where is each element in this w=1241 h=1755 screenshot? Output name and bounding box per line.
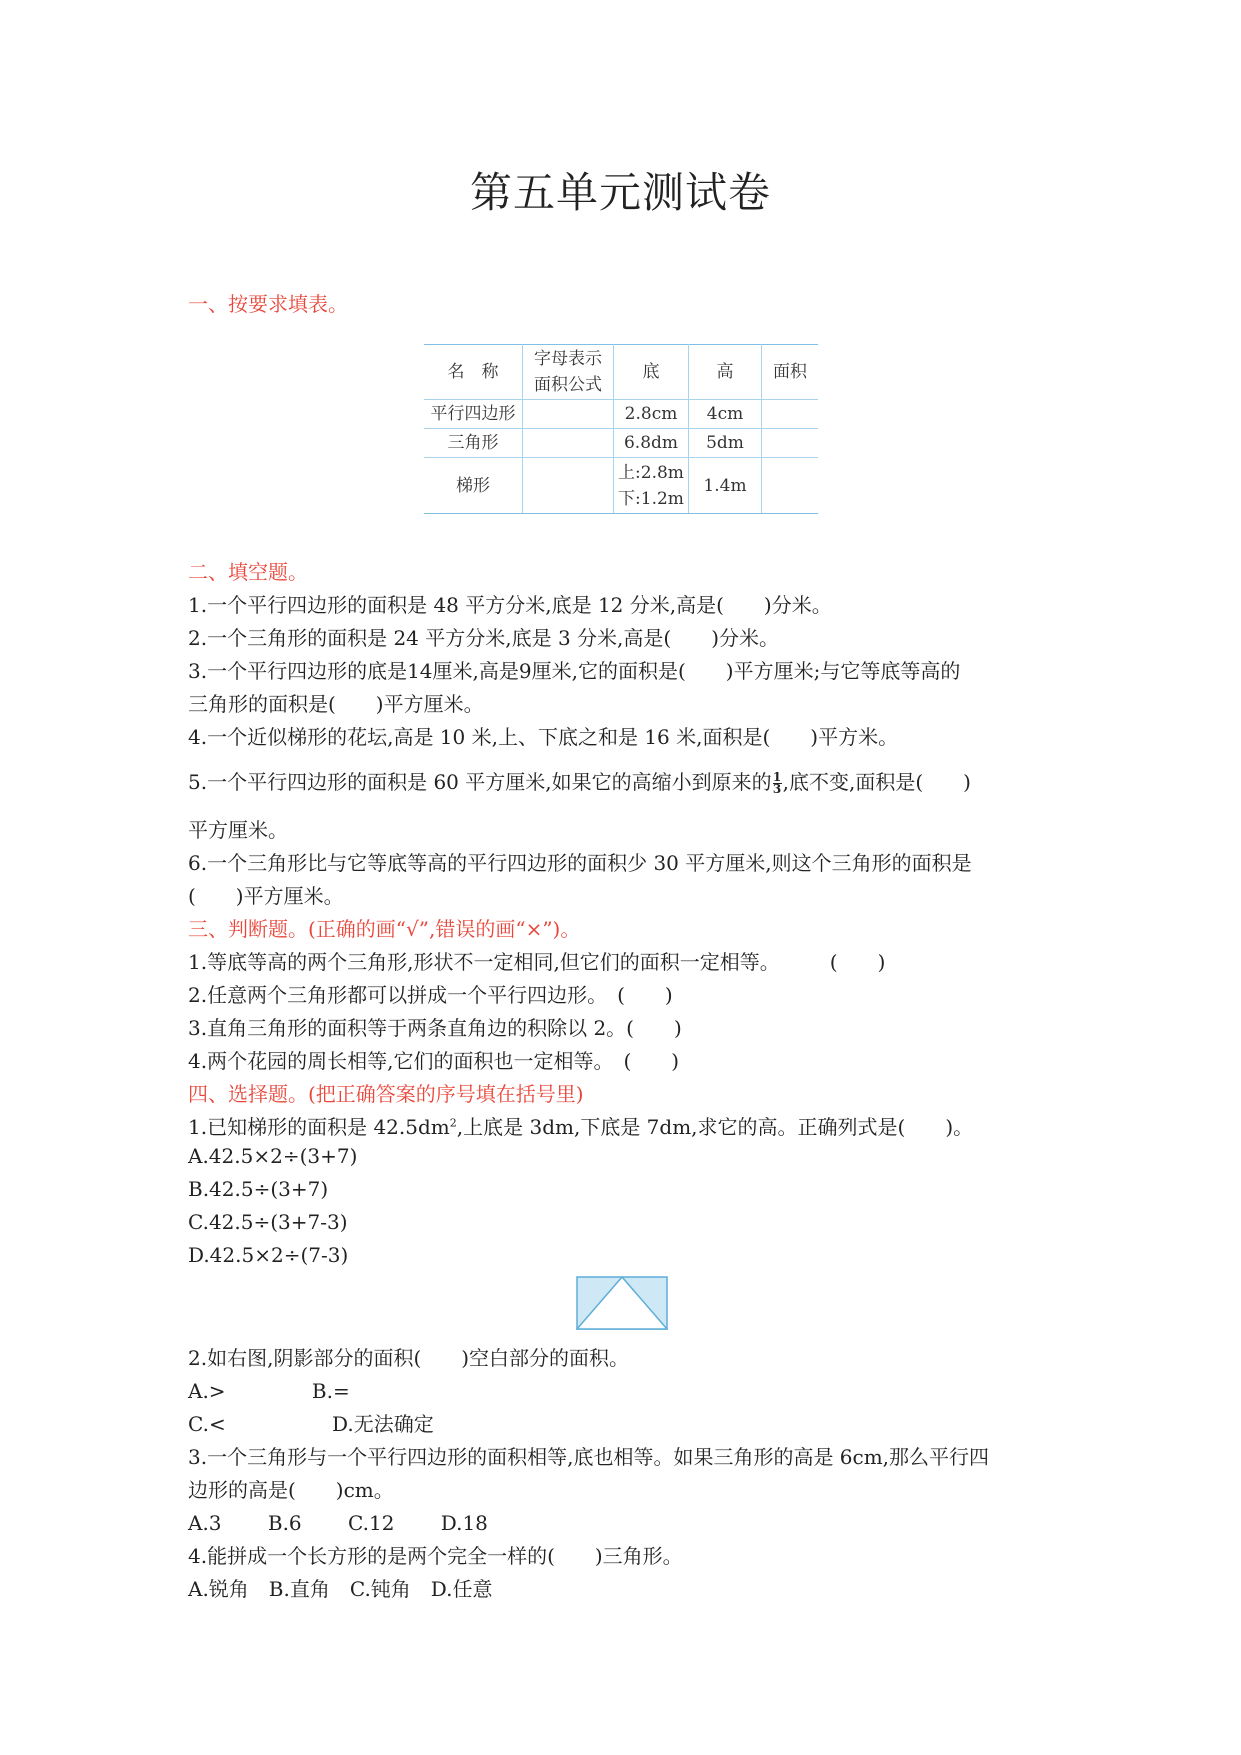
cell-formula[interactable] <box>523 429 614 458</box>
section-heading-judge: 三、判断题。(正确的画“√”,错误的画“×”)。 <box>188 917 581 941</box>
judge-q1: 1.等底等高的两个三角形,形状不一定相同,但它们的面积一定相等。 ( ) <box>188 950 886 974</box>
section-heading-table: 一、按要求填表。 <box>188 292 348 316</box>
choice-q2: 2.如右图,阴影部分的面积( )空白部分的面积。 <box>188 1346 630 1370</box>
choice-q3-line1: 3.一个三角形与一个平行四边形的面积相等,底也相等。如果三角形的高是 6cm,那么平行四 <box>188 1445 990 1469</box>
table-row <box>424 429 818 458</box>
fill-q5-text-end: ,底不变,面积是( ) <box>782 770 971 794</box>
section-heading-fill: 二、填空题。 <box>188 560 308 584</box>
fraction-denominator: 3 <box>772 782 782 796</box>
choice-q1-option-c: C.42.5÷(3+7-3) <box>188 1210 348 1234</box>
shaded-rectangle-figure <box>576 1276 668 1330</box>
superscript-two: 2 <box>449 1116 457 1130</box>
section-heading-choice: 四、选择题。(把正确答案的序号填在括号里) <box>188 1082 584 1106</box>
fill-q4: 4.一个近似梯形的花坛,高是 10 米,上、下底之和是 16 米,面积是( )平方米。 <box>188 725 899 749</box>
choice-q4: 4.能拼成一个长方形的是两个完全一样的( )三角形。 <box>188 1544 683 1568</box>
header-formula-line2: 面积公式 <box>534 375 602 395</box>
cell-area[interactable] <box>762 429 819 458</box>
cell-height: 5dm <box>689 429 762 458</box>
header-formula <box>523 345 614 400</box>
fill-q5-line2: 平方厘米。 <box>188 818 288 842</box>
choice-q4-options: A.锐角 B.直角 C.钝角 D.任意 <box>188 1577 493 1601</box>
cell-formula[interactable] <box>523 458 614 514</box>
cell-base-bottom: 下:1.2m <box>618 488 684 509</box>
choice-q1 <box>188 1111 973 1140</box>
judge-q3: 3.直角三角形的面积等于两条直角边的积除以 2。( ) <box>188 1016 682 1040</box>
fill-q5-text: 5.一个平行四边形的面积是 60 平方厘米,如果它的高缩小到原来的 <box>188 770 772 794</box>
cell-base <box>614 458 689 514</box>
choice-q2-options-row1: A.> B.= <box>188 1379 350 1403</box>
fill-q6-line2: ( )平方厘米。 <box>188 884 344 908</box>
choice-q1-option-a: A.42.5×2÷(3+7) <box>188 1144 358 1168</box>
fill-q1: 1.一个平行四边形的面积是 48 平方分米,底是 12 分米,高是( )分米。 <box>188 593 832 617</box>
header-base: 底 <box>614 345 689 400</box>
choice-q3-line2: 边形的高是( )cm。 <box>188 1478 394 1502</box>
choice-q1-option-b: B.42.5÷(3+7) <box>188 1177 329 1201</box>
choice-q3-options: A.3 B.6 C.12 D.18 <box>188 1511 488 1535</box>
fill-q6-line1: 6.一个三角形比与它等底等高的平行四边形的面积少 30 平方厘米,则这个三角形的面积是 <box>188 851 972 875</box>
cell-formula[interactable] <box>523 400 614 429</box>
table-row <box>424 458 818 514</box>
choice-q1-text: 1.已知梯形的面积是 42.5dm <box>188 1115 450 1139</box>
cell-base-top: 上:2.8m <box>618 462 684 483</box>
header-area: 面积 <box>762 345 819 400</box>
fraction-numerator: 1 <box>772 770 782 784</box>
page-title: 第五单元测试卷 <box>469 168 771 217</box>
cell-height: 4cm <box>689 400 762 429</box>
cell-area[interactable] <box>762 400 819 429</box>
cell-base: 6.8dm <box>614 429 689 458</box>
header-formula-line1: 字母表示 <box>534 349 602 369</box>
fill-q3-line1: 3.一个平行四边形的底是14厘米,高是9厘米,它的面积是( )平方厘米;与它等底等高的 <box>188 659 961 683</box>
fill-table <box>424 344 818 514</box>
choice-q1-option-d: D.42.5×2÷(7-3) <box>188 1243 349 1267</box>
fraction-one-third <box>773 772 782 795</box>
judge-q4: 4.两个花园的周长相等,它们的面积也一定相等。 ( ) <box>188 1049 680 1073</box>
fill-q5-line1 <box>188 766 971 795</box>
choice-q2-options-row2: C.< D.无法确定 <box>188 1412 434 1436</box>
cell-area[interactable] <box>762 458 819 514</box>
header-height: 高 <box>689 345 762 400</box>
cell-name: 三角形 <box>424 429 523 458</box>
choice-q1-text-end: ,上底是 3dm,下底是 7dm,求它的高。正确列式是( )。 <box>456 1115 974 1139</box>
fill-q2: 2.一个三角形的面积是 24 平方分米,底是 3 分米,高是( )分米。 <box>188 626 780 650</box>
fill-q3-line2: 三角形的面积是( )平方厘米。 <box>188 692 484 716</box>
header-name: 名 称 <box>424 345 523 400</box>
cell-name: 梯形 <box>424 458 523 514</box>
table-row <box>424 400 818 429</box>
cell-name: 平行四边形 <box>424 400 523 429</box>
cell-height: 1.4m <box>689 458 762 514</box>
cell-base: 2.8cm <box>614 400 689 429</box>
judge-q2: 2.任意两个三角形都可以拼成一个平行四边形。 ( ) <box>188 983 673 1007</box>
